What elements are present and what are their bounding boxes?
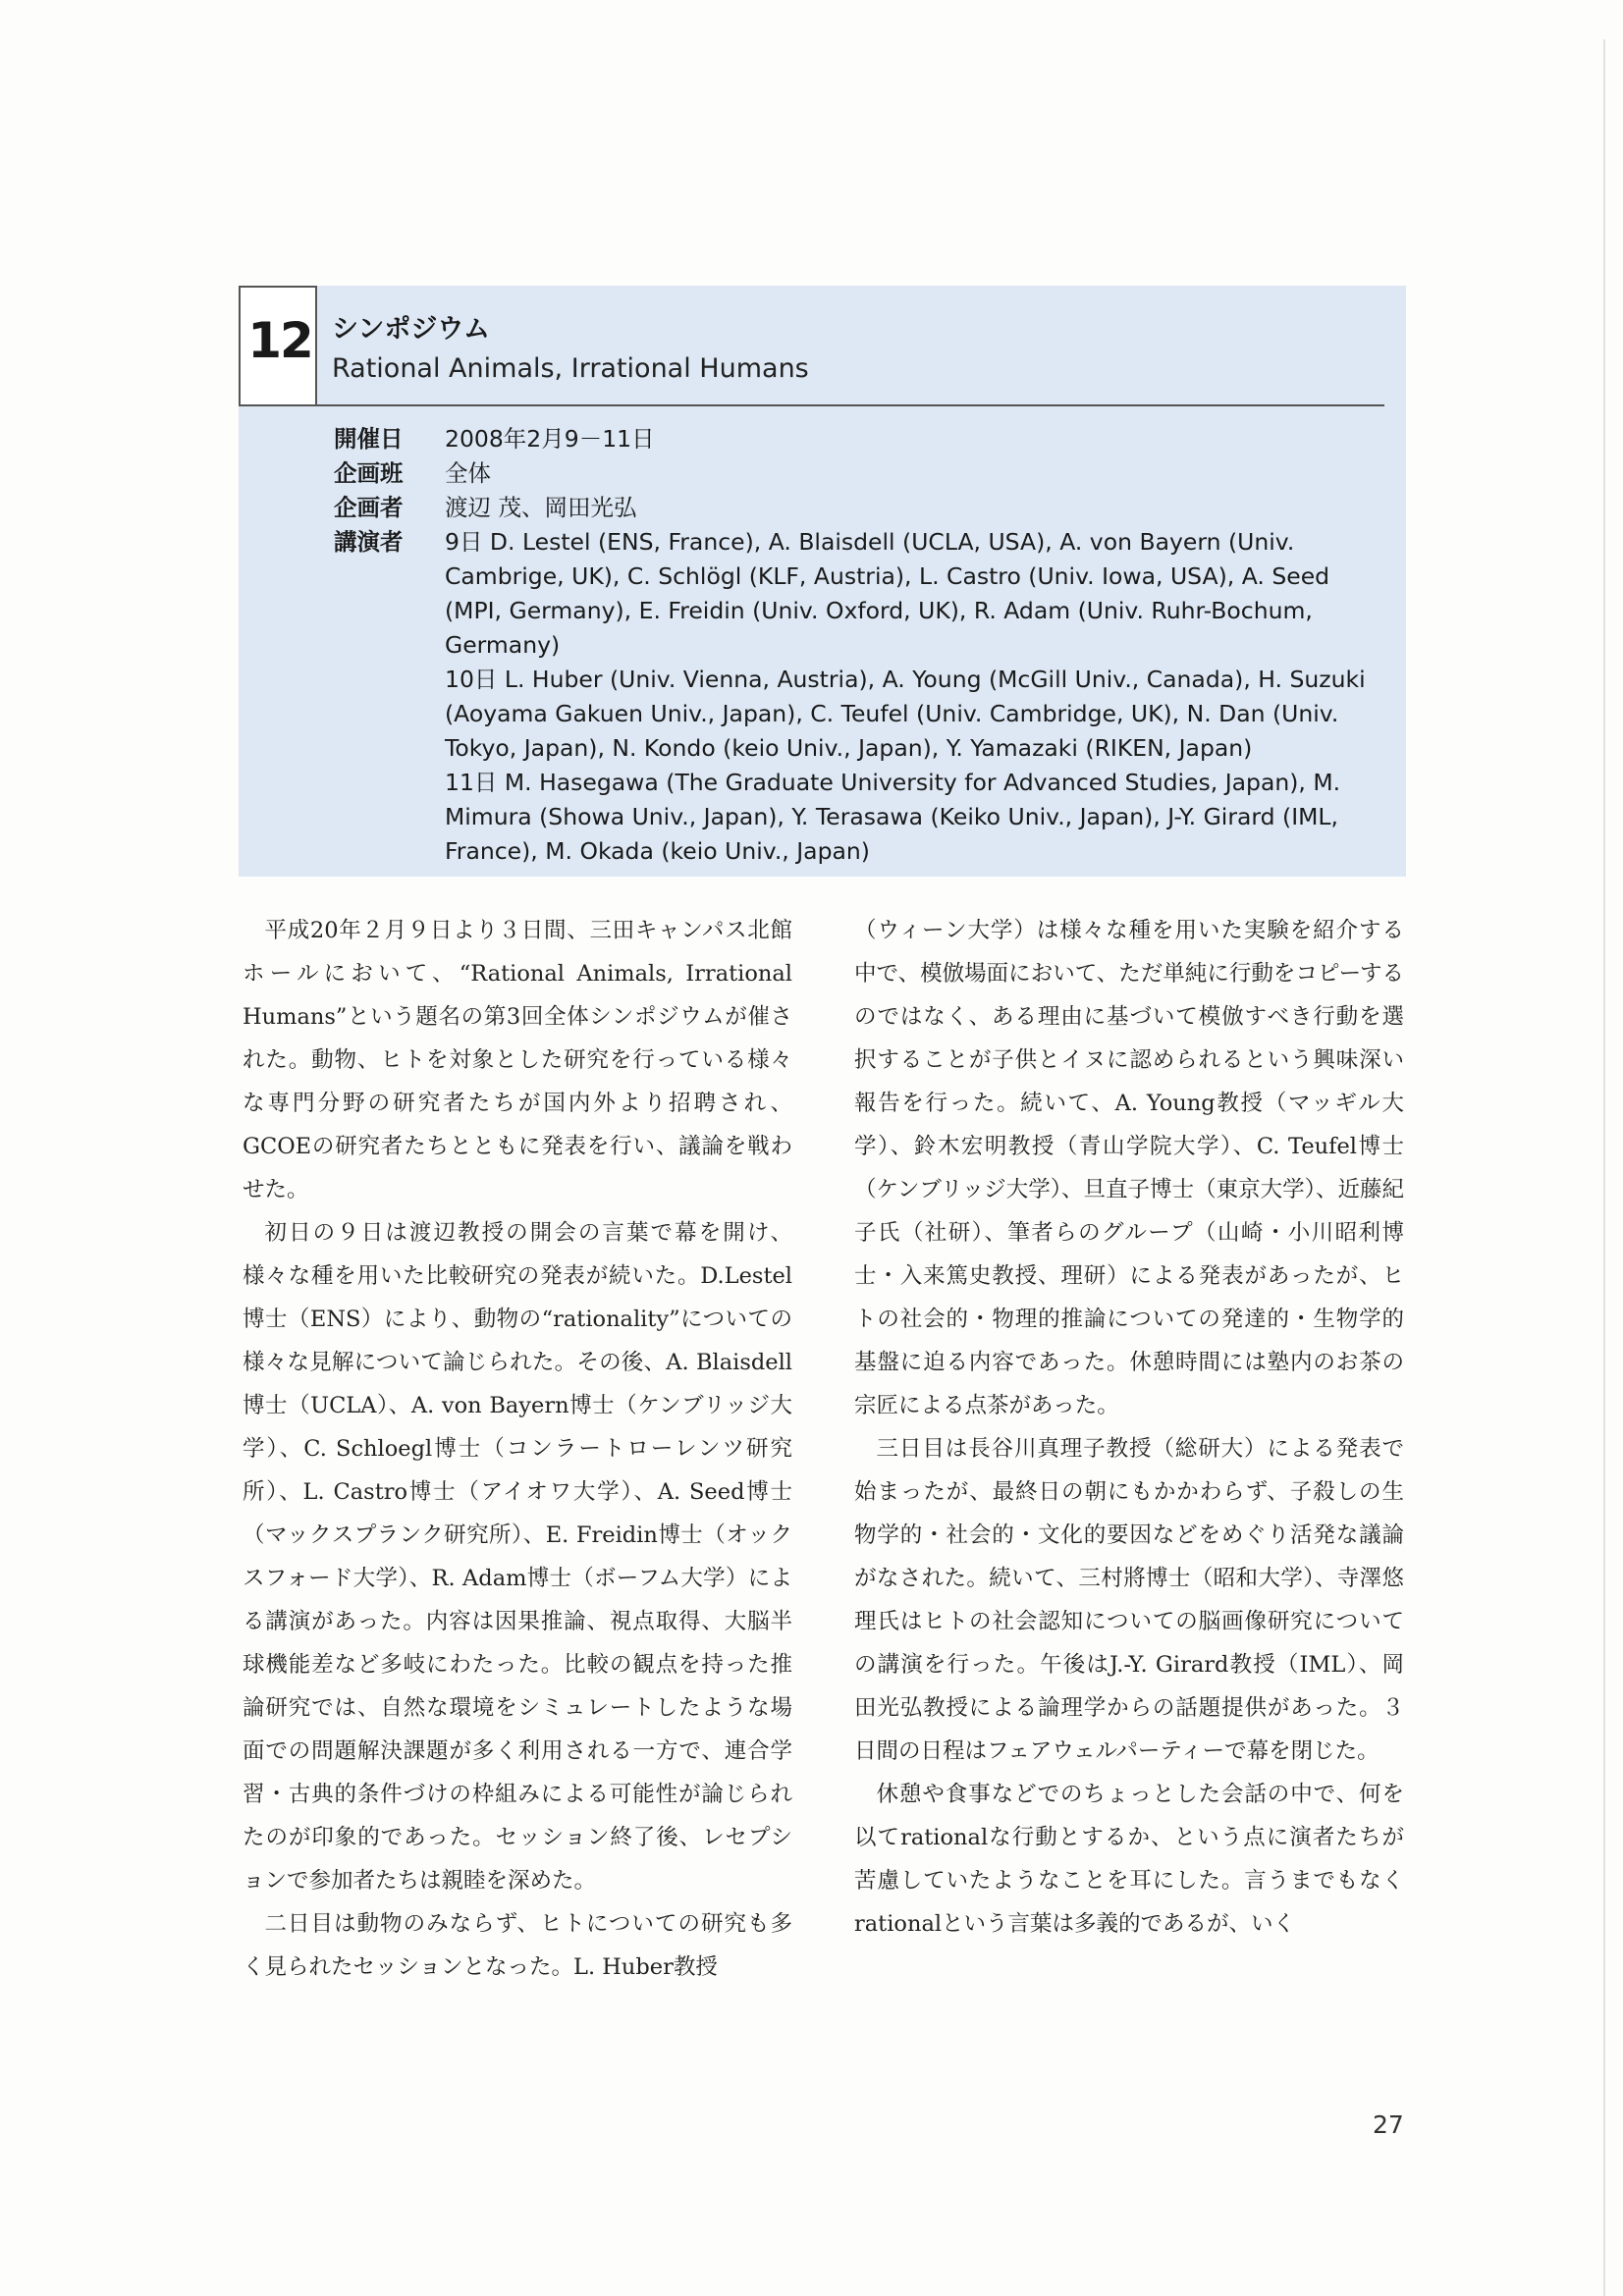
body-paragraph: 休憩や食事などでのちょっとした会話の中で、何を以てrationalな行動とするか、という点に演者たちが苦慮していたようなことを耳にした。言うまでもなくrationalという言葉は多義的であるが、いく [854, 1782, 1404, 1937]
article-kicker: シンポジウム [332, 314, 491, 345]
article-number: 12 [247, 312, 312, 369]
date-value: 2008年2月9－11日 [445, 425, 655, 453]
info-row-speakers [334, 525, 1384, 869]
info-row-group [334, 456, 1384, 491]
organizer-label: 企画者 [334, 494, 404, 521]
body-paragraph: 二日目は動物のみならず、ヒトについての研究も多く見られたセッションとなった。L. Huber教授 [243, 1911, 792, 1980]
speakers-day-10: 10日 L. Huber (Univ. Vienna, Austria), A. Young (McGill Univ., Canada), H. Suzuki (Aoyama Gakuen Univ., Japan), C. Teufel (Univ. Cambridge, UK), N. Dan (Univ. Tokyo, Japan), N. Kondo (keio Univ., Japan), Y. Yamazaki (RIKEN, Japan) [445, 666, 1366, 762]
article-number-divider [315, 286, 317, 405]
organizer-value: 渡辺 茂、岡田光弘 [445, 494, 637, 521]
body-column-left [243, 909, 792, 1989]
body-paragraph: 平成20年２月９日より３日間、三田キャンパス北館ホールにおいて、“Rational Animals, Irrational Humans”という題名の第3回全体シンポジウムが催された。動物、ヒトを対象とした研究を行っている様々な専門分野の研究者たちが国内外より招聘され、GCOEの研究者たちとともに発表を行い、議論を戦わせた。 [243, 918, 792, 1202]
speakers-day-9: 9日 D. Lestel (ENS, France), A. Blaisdell (UCLA, USA), A. von Bayern (Univ. Cambrige, UK), C. Schlögl (KLF, Austria), L. Castro (Univ. Iowa, USA), A. Seed (MPI, Germany), E. Freidin (Univ. Oxford, UK), R. Adam (Univ. Ruhr-Bochum, Germany) [445, 528, 1330, 659]
info-row-organizer [334, 491, 1384, 525]
group-label: 企画班 [334, 459, 404, 487]
article-title: Rational Animals, Irrational Humans [332, 353, 809, 384]
header-rule [239, 404, 1384, 406]
speakers-list [445, 525, 1384, 869]
scan-edge-line [1603, 39, 1605, 2296]
speakers-label: 講演者 [334, 528, 404, 556]
body-paragraph: 初日の９日は渡辺教授の開会の言葉で幕を開け、様々な種を用いた比較研究の発表が続いた。D.Lestel博士（ENS）により、動物の“rationality”についての様々な見解について論じられた。その後、A. Blaisdell博士（UCLA）、A. von Bayern博士（ケンブリッジ大学）、C. Schloegl博士（コンラートローレンツ研究所）、L. Castro博士（アイオワ大学）、A. Seed博士（マックスプランク研究所）、E. Freidin博士（オックスフォード大学）、R. Adam博士（ボーフム大学）による講演があった。内容は因果推論、視点取得、大脳半球機能差など多岐にわたった。比較の観点を持った推論研究では、自然な環境をシミュレートしたような場面での問題解決課題が多く利用される一方で、連合学習・古典的条件づけの枠組みによる可能性が論じられたのが印象的であった。セッション終了後、レセプションで参加者たちは親睦を深めた。 [243, 1220, 792, 1894]
info-row-date [334, 422, 1384, 456]
date-label: 開催日 [334, 425, 404, 453]
group-value: 全体 [445, 459, 491, 487]
page-number: 27 [1373, 2110, 1404, 2139]
body-paragraph: 三日目は長谷川真理子教授（総研大）による発表で始まったが、最終日の朝にもかかわらず、子殺しの生物学的・社会的・文化的要因などをめぐり活発な議論がなされた。続いて、三村將博士（昭和大学）、寺澤悠理氏はヒトの社会認知についての脳画像研究についての講演を行った。午後はJ.-Y. Girard教授（IML）、岡田光弘教授による論理学からの話題提供があった。３日間の日程はフェアウェルパーティーで幕を閉じた。 [854, 1436, 1404, 1764]
body-column-right [854, 909, 1404, 1946]
event-info [334, 422, 1384, 869]
body-paragraph-continued: （ウィーン大学）は様々な種を用いた実験を紹介する中で、模倣場面において、ただ単純に行動をコピーするのではなく、ある理由に基づいて模倣すべき行動を選択することが子供とイヌに認められるという興味深い報告を行った。続いて、A. Young教授（マッギル大学）、鈴木宏明教授（青山学院大学）、C. Teufel博士（ケンブリッジ大学）、旦直子博士（東京大学）、近藤紀子氏（社研）、筆者らのグループ（山崎・小川昭利博士・入来篤史教授、理研）による発表があったが、ヒトの社会的・物理的推論についての発達的・生物学的基盤に迫る内容であった。休憩時間には塾内のお茶の宗匠による点茶があった。 [854, 918, 1404, 1418]
speakers-day-11: 11日 M. Hasegawa (The Graduate University for Advanced Studies, Japan), M. Mimura (Showa Univ., Japan), Y. Terasawa (Keiko Univ., Japan), J-Y. Girard (IML, France), M. Okada (keio Univ., Japan) [445, 769, 1341, 865]
